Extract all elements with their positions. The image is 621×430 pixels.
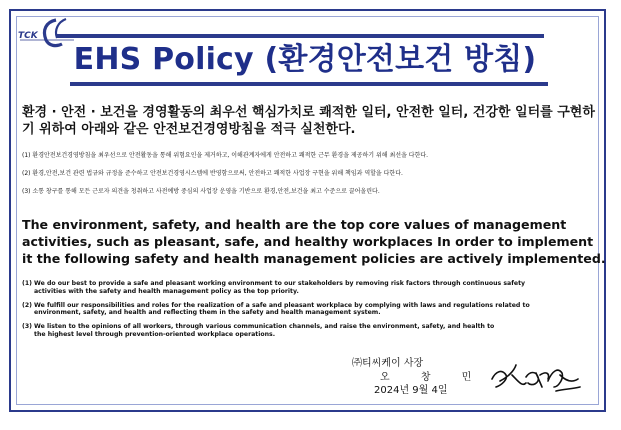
english-policy-list: [22, 280, 596, 345]
item-text: We do our best to provide a safe and pleasant working environment to our stakeholders by removing risk factors through continuous safety: [34, 280, 526, 287]
logo-text: TCK: [18, 31, 38, 41]
korean-policy-list: [22, 152, 602, 206]
english-intro: The environment, safety, and health are the top core values of management activities, such as pleasant, safe, and healthy workplaces In order to implement it the following safety and health management policies are actively implemented.: [22, 217, 606, 266]
handwritten-signature: [486, 357, 582, 397]
title-rule-bottom: [70, 82, 548, 86]
item-text: We fulfill our responsibilities and roles for the realization of a safe and pleasant workplace by complying with laws and regulations related to: [34, 301, 530, 309]
korean-policy-item: (2) 환경,안전,보건 관련 법규와 규정을 준수하고 안전보건경영시스템에 반영함으로써, 안전하고 쾌적한 사업장 구현을 위해 책임과 역할을 다한다.: [22, 170, 403, 177]
item-number: (2): [22, 301, 32, 309]
item-text-cont: environment, safety, and health and reflecting them in the safety and health management system.: [34, 309, 381, 317]
korean-policy-item: (3) 소통 창구를 통해 모든 근로자 의견을 청취하고 사전예방 중심의 사업장 운영을 기반으로 환경,안전,보건을 최고 수준으로 끌어올린다.: [22, 188, 380, 195]
signature-icon: [486, 357, 582, 397]
korean-policy-item: (1) 환경안전보건경영방침을 최우선으로 안전활동을 통해 위험요인을 제거하고, 이해관계자에게 안전하고 쾌적한 근무 환경을 제공하기 위해 최선을 다한다.: [22, 152, 429, 159]
company-ceo: ㈜티씨케이 사장: [352, 358, 424, 369]
item-number: (3): [22, 323, 32, 331]
english-policy-item: [22, 302, 596, 318]
english-policy-item: [22, 323, 596, 339]
sign-date: 2024년 9월 4일: [374, 385, 448, 396]
page-title: EHS Policy (환경안전보건 방침): [73, 42, 537, 77]
item-text-cont: the highest level through prevention-oriented workplace operations.: [34, 330, 276, 338]
item-number: (1): [22, 280, 32, 287]
korean-intro: 환경 · 안전 · 보건을 경영활동의 최우선 핵심가치로 쾌적한 일터, 안전한 일터, 건강한 일터를 구현하기 위하여 아래와 같은 안전보건경영방침을 적극 실천한다.: [22, 105, 595, 137]
ceo-name: 오 창 민: [380, 371, 486, 383]
signoff-block: [352, 357, 486, 398]
item-text-cont: activities with the safety and health management policy as the top priority.: [34, 287, 299, 295]
item-text: We listen to the opinions of all workers, through various communication channels, and raise the environment, safety, and health to: [34, 323, 495, 331]
english-policy-item: [22, 280, 596, 296]
